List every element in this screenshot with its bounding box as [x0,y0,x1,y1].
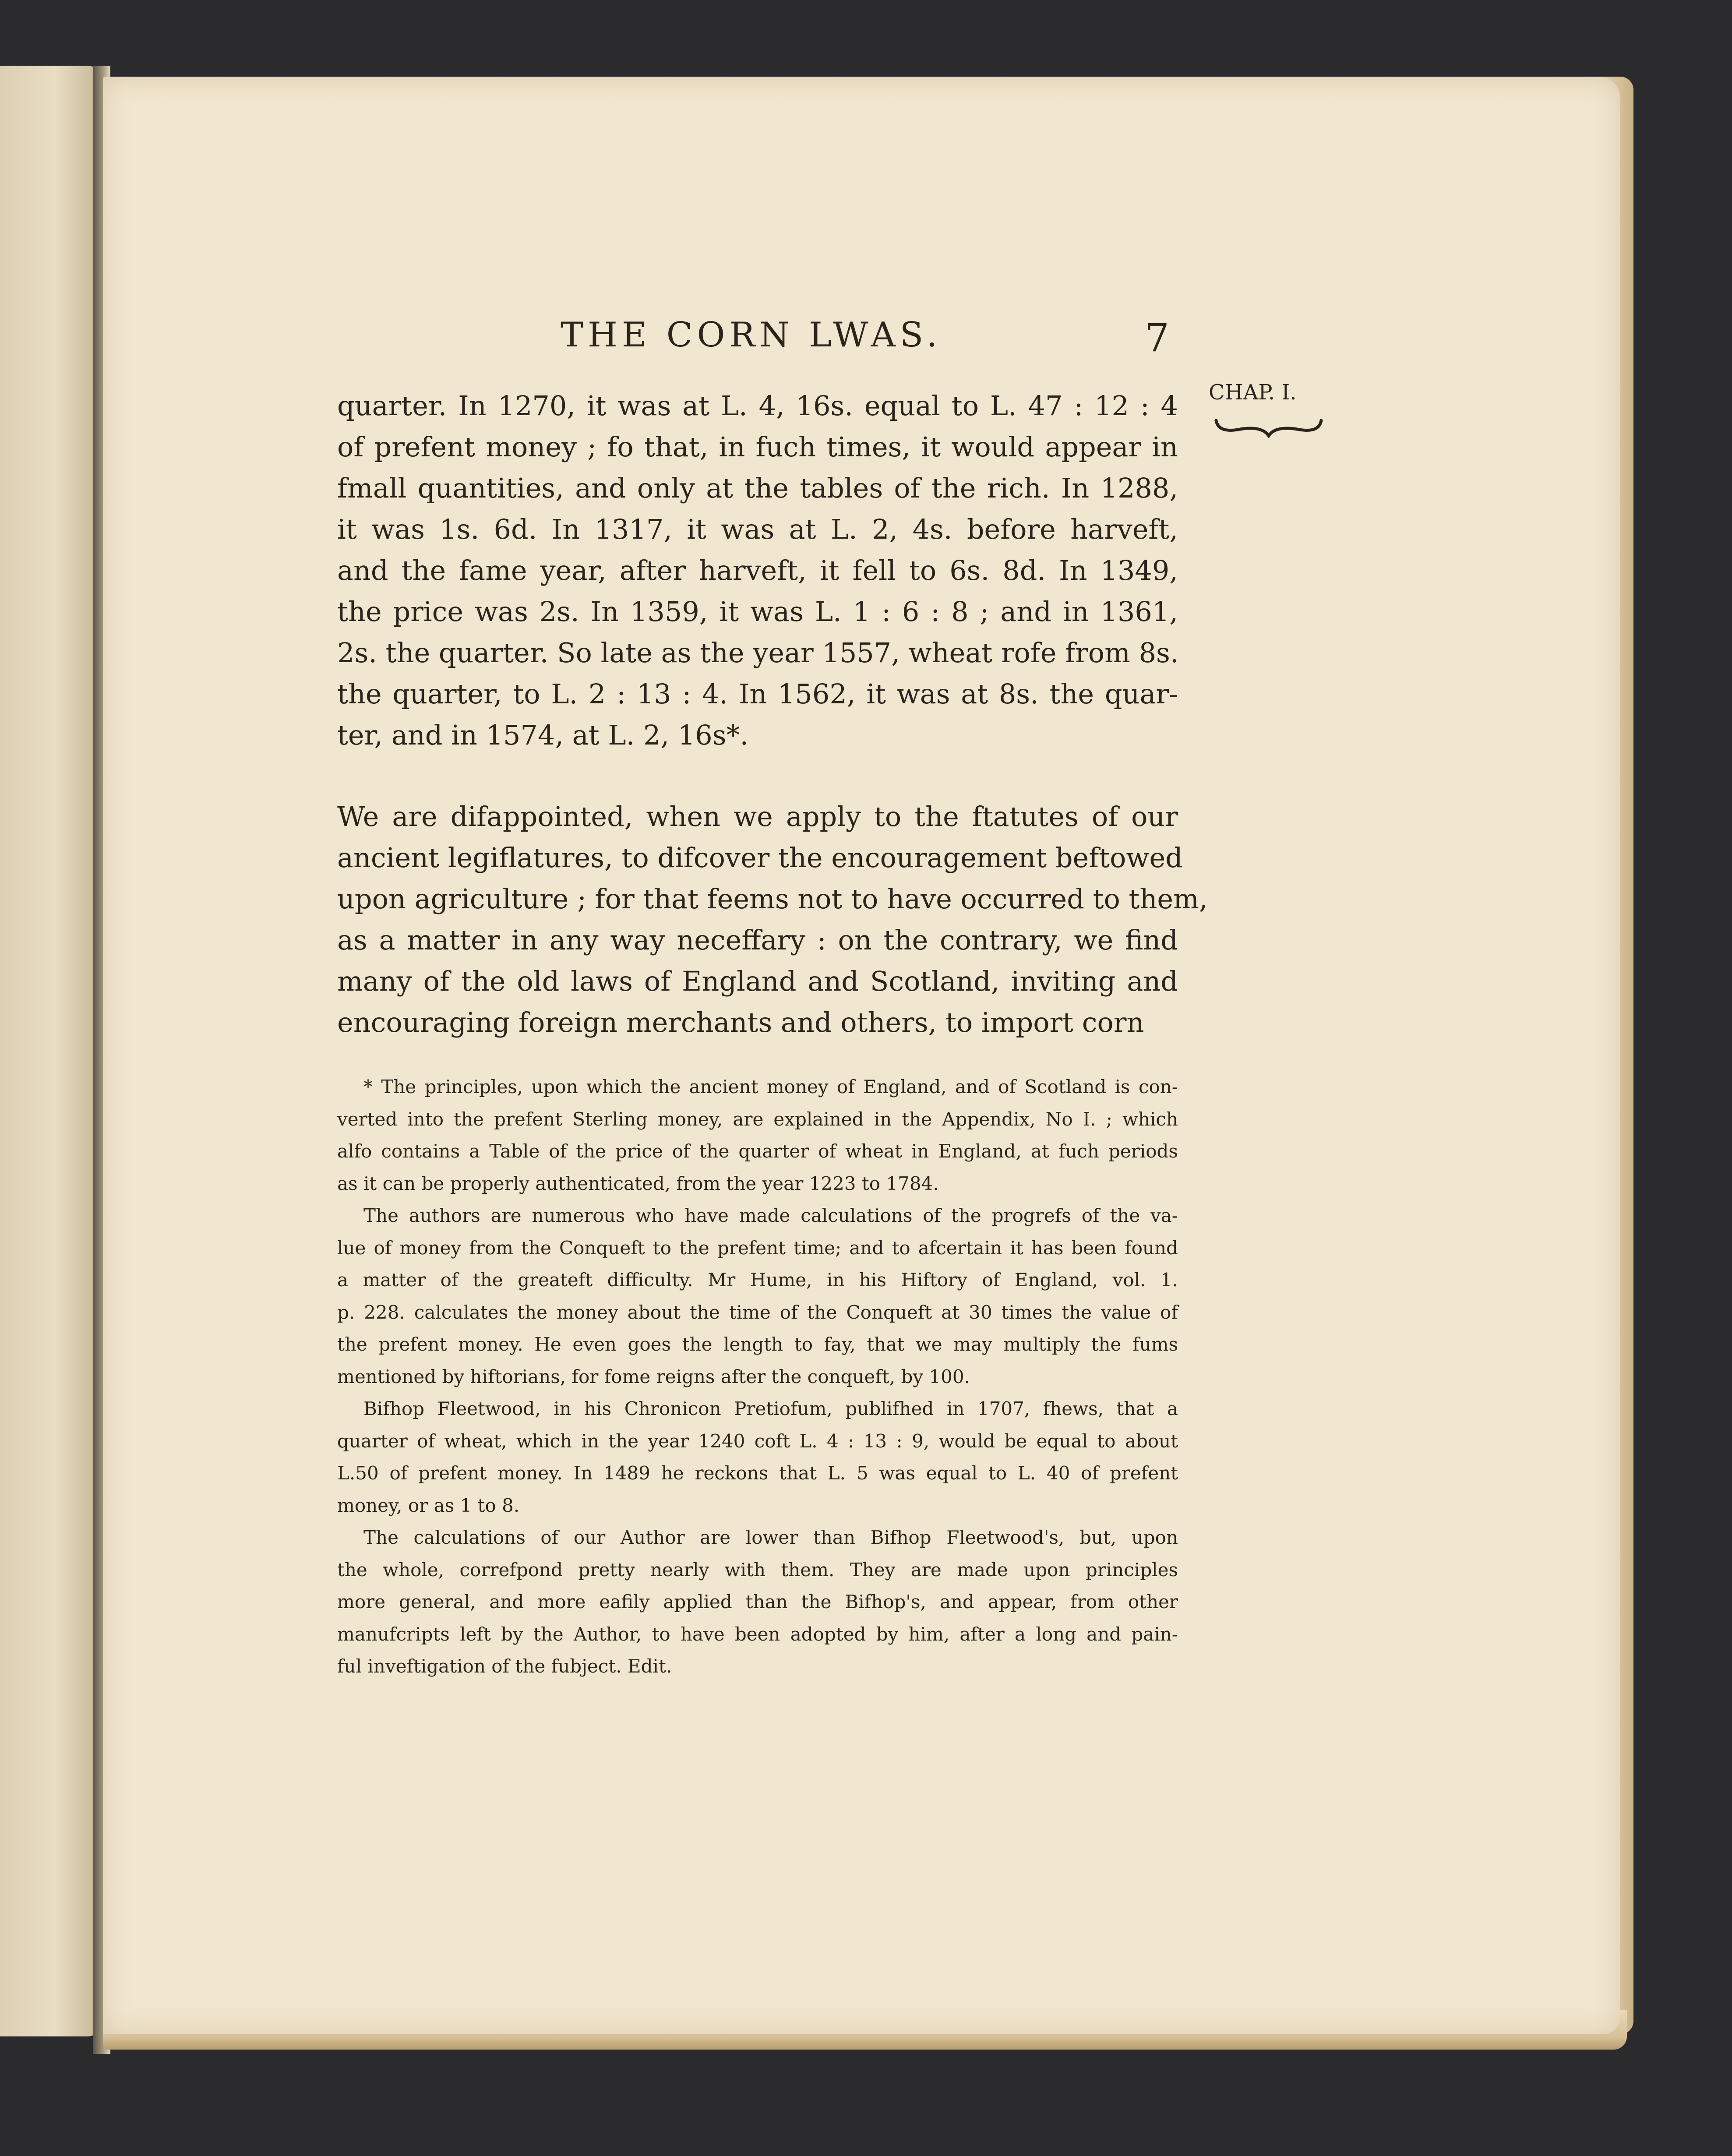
body-text-line: the price was 2s. In 1359, it was L. 1 : 6 : 8 ; and in 1361, [337,596,1178,628]
paragraph-legislation [337,796,1208,1043]
body-text-line: ter, and in 1574, at L. 2, 16s*. [337,719,749,751]
body-text-line: We are difappointed, when we apply to the ftatutes of our [337,801,1178,833]
facing-page-edge [0,66,101,2036]
body-text-line: encouraging foreign merchants and others, to import corn [337,1006,1144,1038]
body-text-line: as a matter in any way neceffary : on the contrary, we find [337,924,1178,956]
body-text-line: fmall quantities, and only at the tables of the rich. In 1288, [337,472,1178,504]
footnote-line: manufcripts left by the Author, to have been adopted by him, after a long and pain- [337,1623,1178,1645]
footnote-line: L.50 of prefent money. In 1489 he reckons that L. 5 was equal to L. 40 of prefent [337,1462,1178,1484]
footnote-line: The authors are numerous who have made calculations of the progrefs of the va- [363,1205,1178,1226]
footnote-line: more general, and more eafily applied than the Bifhop's, and appear, from other [337,1591,1178,1613]
footnote-line: verted into the prefent Sterling money, are explained in the Appendix, No I. ; which [337,1108,1178,1130]
body-text-line: and the fame year, after harveft, it fell to 6s. 8d. In 1349, [337,554,1178,586]
body-text-line: of prefent money ; fo that, in fuch times, it would appear in [337,431,1178,463]
footnote-line: p. 228. calculates the money about the time of the Conqueft at 30 times the value of [337,1301,1178,1323]
footnote-line: Bifhop Fleetwood, in his Chronicon Pretiofum, publifhed in 1707, fhews, that a [363,1398,1178,1419]
body-text-line: it was 1s. 6d. In 1317, it was at L. 2, 4s. before harveft, [337,513,1178,545]
footnotes [337,1071,1178,1683]
footnote-line: * The principles, upon which the ancient money of England, and of Scotland is con- [363,1076,1178,1097]
paragraph-continuation [337,385,1178,756]
footnote-line: as it can be properly authenticated, from the year 1223 to 1784. [337,1172,939,1194]
footnote-line: quarter of wheat, which in the year 1240 coft L. 4 : 13 : 9, would be equal to about [337,1430,1178,1452]
chapter-marginal-label: CHAP. I. [1209,380,1297,405]
running-head: THE CORN LWAS. [561,315,942,355]
body-text-line: the quarter, to L. 2 : 13 : 4. In 1562, it was at 8s. the quar- [337,678,1178,710]
footnote-line: money, or as 1 to 8. [337,1494,520,1516]
footnote-line: a matter of the greateft difficulty. Mr Hume, in his Hiftory of England, vol. 1. [337,1269,1178,1291]
page-header [561,315,1169,363]
page-number: 7 [1145,315,1169,360]
body-text-line: upon agriculture ; for that feems not to have occurred to them, [337,883,1208,915]
footnote-line: mentioned by hiftorians, for fome reigns after the conqueft, by 100. [337,1366,970,1387]
footnote-line: alfo contains a Table of the price of the quarter of wheat in England, at fuch periods [337,1140,1178,1162]
footnote-line: lue of money from the Conqueft to the prefent time; and to afcertain it has been found [337,1237,1178,1259]
footnote-line: The calculations of our Author are lower than Bifhop Fleetwood's, but, upon [363,1527,1178,1548]
body-text-line: ancient legiflatures, to difcover the encouragement beftowed [337,842,1183,874]
book-page [103,77,1620,2034]
brace-ornament-icon [1214,416,1323,438]
body-text-line: quarter. In 1270, it was at L. 4, 16s. equal to L. 47 : 12 : 4 [337,390,1178,422]
footnote-line: ful inveftigation of the fubject. Edit. [337,1655,672,1677]
body-text-line: many of the old laws of England and Scotland, inviting and [337,965,1178,997]
footnote-line: the prefent money. He even goes the length to fay, that we may multiply the fums [337,1334,1178,1355]
body-text-line: 2s. the quarter. So late as the year 1557, wheat rofe from 8s. [337,637,1179,669]
footnote-line: the whole, correfpond pretty nearly with them. They are made upon principles [337,1559,1178,1581]
